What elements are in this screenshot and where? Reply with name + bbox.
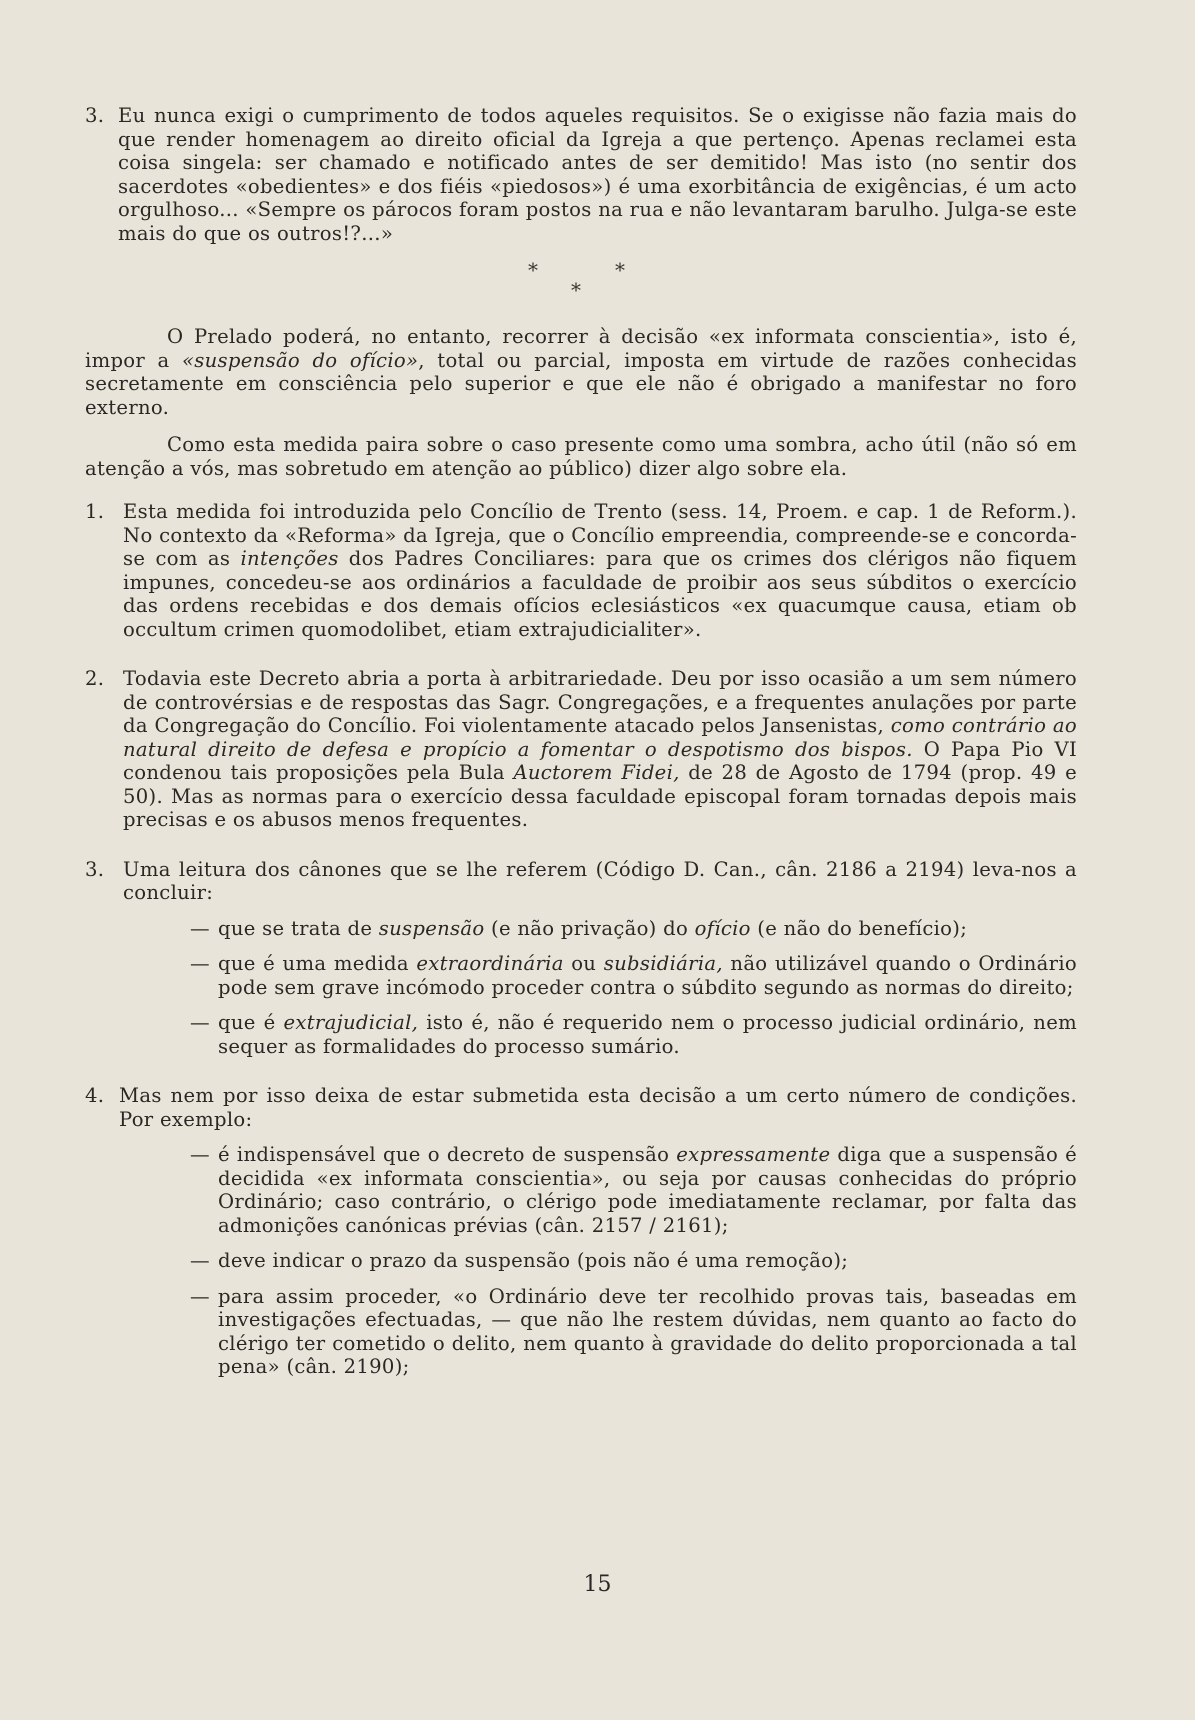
text-run: , total ou parcial, imposta em virtude de razões conhecidas secretamente em consciência pelo superior e que ele não é obrigado a manifestar no foro externo.	[85, 348, 1077, 419]
separator-star: *	[571, 278, 582, 302]
text-run: Esta medida foi introduzida pelo Concílio de Trento (sess. 14, Proem. e cap. 1 de Reform.). No contexto da «Reforma» da Igreja, que o Concílio empreendia, compreende-se e concorda-se com as	[123, 500, 1077, 570]
item-text: Mas nem por isso deixa de estar submetida esta decisão a um certo número de condições. Por exemplo:	[119, 1084, 1077, 1131]
dash-text	[218, 952, 1077, 999]
text-run-italic: Auctorem Fidei,	[513, 761, 680, 784]
paragraph-2: Como esta medida paira sobre o caso presente como uma sombra, acho útil (não só em atenção a vós, mas sobretudo em atenção ao público) dizer algo sobre ela.	[85, 433, 1077, 480]
text-run: Todavia este Decreto abria a porta à arbitrariedade. Deu por isso ocasião a um sem número de controvérsias e de respostas das Sagr. Congregações, e a frequentes anulações por parte da Congregação do Concílio. Foi violentamente atacado pelos Jansenistas,	[123, 667, 1077, 737]
text-run-italic: intenções	[240, 547, 339, 570]
text-run: O Papa Pio VI condenou tais proposições pela Bula	[123, 737, 1077, 784]
item-text	[123, 667, 1077, 832]
dash-marker: —	[190, 1143, 210, 1166]
item-text: Eu nunca exigi o cumprimento de todos aqueles requisitos. Se o exigisse não fazia mais do que render homenagem ao direito oficial da Igreja a que pertenço. Apenas reclamei esta coisa singela: ser chamado e notificado antes de ser demitido! Mas isto (no sentir dos sacerdotes «obedientes» e dos fiéis «piedosos») é uma exorbitância de exigências, é um acto orgulhoso... «Sempre os párocos foram postos na rua e não levantaram barulho. Julga-se este mais do que os outros!?...»	[118, 104, 1077, 245]
dash-marker: —	[190, 916, 210, 940]
text-run: isto é, não é requerido nem o processo judicial ordinário, nem sequer as formalidades do processo sumário.	[218, 1011, 1077, 1058]
dash-text	[218, 1011, 1077, 1058]
text-run: (e não privação) do	[484, 916, 695, 940]
item-4	[85, 1084, 1077, 1131]
text-run: (e não do benefício);	[750, 916, 968, 940]
page-body	[85, 104, 1077, 1379]
item-4-dash-list	[85, 1143, 1077, 1379]
dash-text	[218, 1285, 1077, 1379]
text-run-italic: «suspensão do ofício»	[181, 348, 419, 372]
text-run: diga que a suspensão é decidida «ex informata conscientia», ou seja por causas conhecidas do próprio Ordinário; caso contrário, o clérigo pode imediatamente reclamar, por falta das admonições canónicas prévias (cân. 2157 / 2161);	[218, 1143, 1077, 1237]
text-run: que se trata de	[218, 916, 379, 940]
text-run-italic: subsidiária,	[603, 952, 723, 975]
dash-marker: —	[190, 952, 210, 975]
text-run: que é uma medida	[218, 952, 417, 975]
dash-marker: —	[190, 1249, 210, 1272]
text-run-italic: suspensão	[378, 916, 485, 940]
text-run: não utilizável quando o Ordinário pode sem grave incómodo proceder contra o súbdito segundo as normas do direito;	[218, 952, 1077, 999]
text-run-italic: como contrário ao natural direito de defesa e propício a fomentar o despotismo dos bispos.	[123, 714, 1078, 761]
text-run: O Prelado poderá, no entanto, recorrer à decisão «ex informata conscientia», isto é, impor a	[85, 325, 1077, 372]
item-number: 4.	[85, 1084, 105, 1107]
text-run: deve indicar o prazo da suspensão (pois não é uma remoção);	[218, 1249, 849, 1272]
text-run: para assim proceder, «o Ordinário deve ter recolhido provas tais, baseadas em investigações efectuadas, — que não lhe restem dúvidas, nem quanto ao facto do clérigo ter cometido o delito, nem quanto à gravidade do delito proporcionada a tal pena» (cân. 2190);	[218, 1284, 1077, 1378]
text-run-italic: expressamente	[676, 1143, 831, 1166]
dash-item	[85, 1143, 1077, 1237]
dash-item	[85, 952, 1077, 999]
text-run-italic: ofício	[694, 916, 751, 940]
item-1	[85, 500, 1077, 641]
item-3-top	[85, 104, 1077, 245]
dash-item	[85, 917, 1077, 941]
text-run: de 28 de Agosto de 1794 (prop. 49 e 50). Mas as normas para o exercício dessa faculdade episcopal foram tornadas depois mais precisas e os abusos menos frequentes.	[123, 761, 1077, 831]
page-number: 15	[583, 1572, 612, 1597]
dash-item	[85, 1011, 1077, 1058]
dash-text	[218, 1143, 1077, 1237]
dash-marker: —	[190, 1284, 210, 1308]
item-3	[85, 858, 1077, 905]
item-number: 3.	[85, 104, 105, 127]
dash-item	[85, 1285, 1077, 1379]
separator-star: *	[615, 258, 626, 282]
dash-marker: —	[190, 1011, 210, 1034]
text-run-italic: extraordinária	[416, 952, 564, 975]
item-number: 3.	[85, 857, 105, 881]
item-text	[123, 500, 1077, 641]
text-run-italic: extrajudicial,	[283, 1011, 419, 1034]
dash-text	[218, 917, 1077, 941]
section-separator	[85, 255, 1077, 315]
text-run: que é	[218, 1011, 284, 1034]
paragraph-1	[85, 325, 1077, 419]
separator-star: *	[528, 258, 539, 282]
text-run: é indispensável que o decreto de suspensão	[218, 1143, 677, 1166]
item-text: Uma leitura dos cânones que se lhe referem (Código D. Can., cân. 2186 a 2194) leva-nos a concluir:	[123, 857, 1077, 904]
dash-text	[218, 1249, 1077, 1273]
item-number: 1.	[85, 500, 105, 523]
text-run: ou	[563, 952, 604, 975]
item-number: 2.	[85, 667, 105, 690]
item-3-dash-list	[85, 917, 1077, 1059]
dash-item	[85, 1249, 1077, 1273]
item-2	[85, 667, 1077, 832]
text-run: dos Padres Conciliares: para que os crimes dos clérigos não fiquem impunes, concedeu-se aos ordinários a faculdade de proibir aos seus súbditos o exercício das ordens recebidas e dos demais ofícios eclesiásticos «ex quacumque causa, etiam ob occultum crimen quomodolibet, etiam extrajudicialiter».	[123, 547, 1077, 641]
